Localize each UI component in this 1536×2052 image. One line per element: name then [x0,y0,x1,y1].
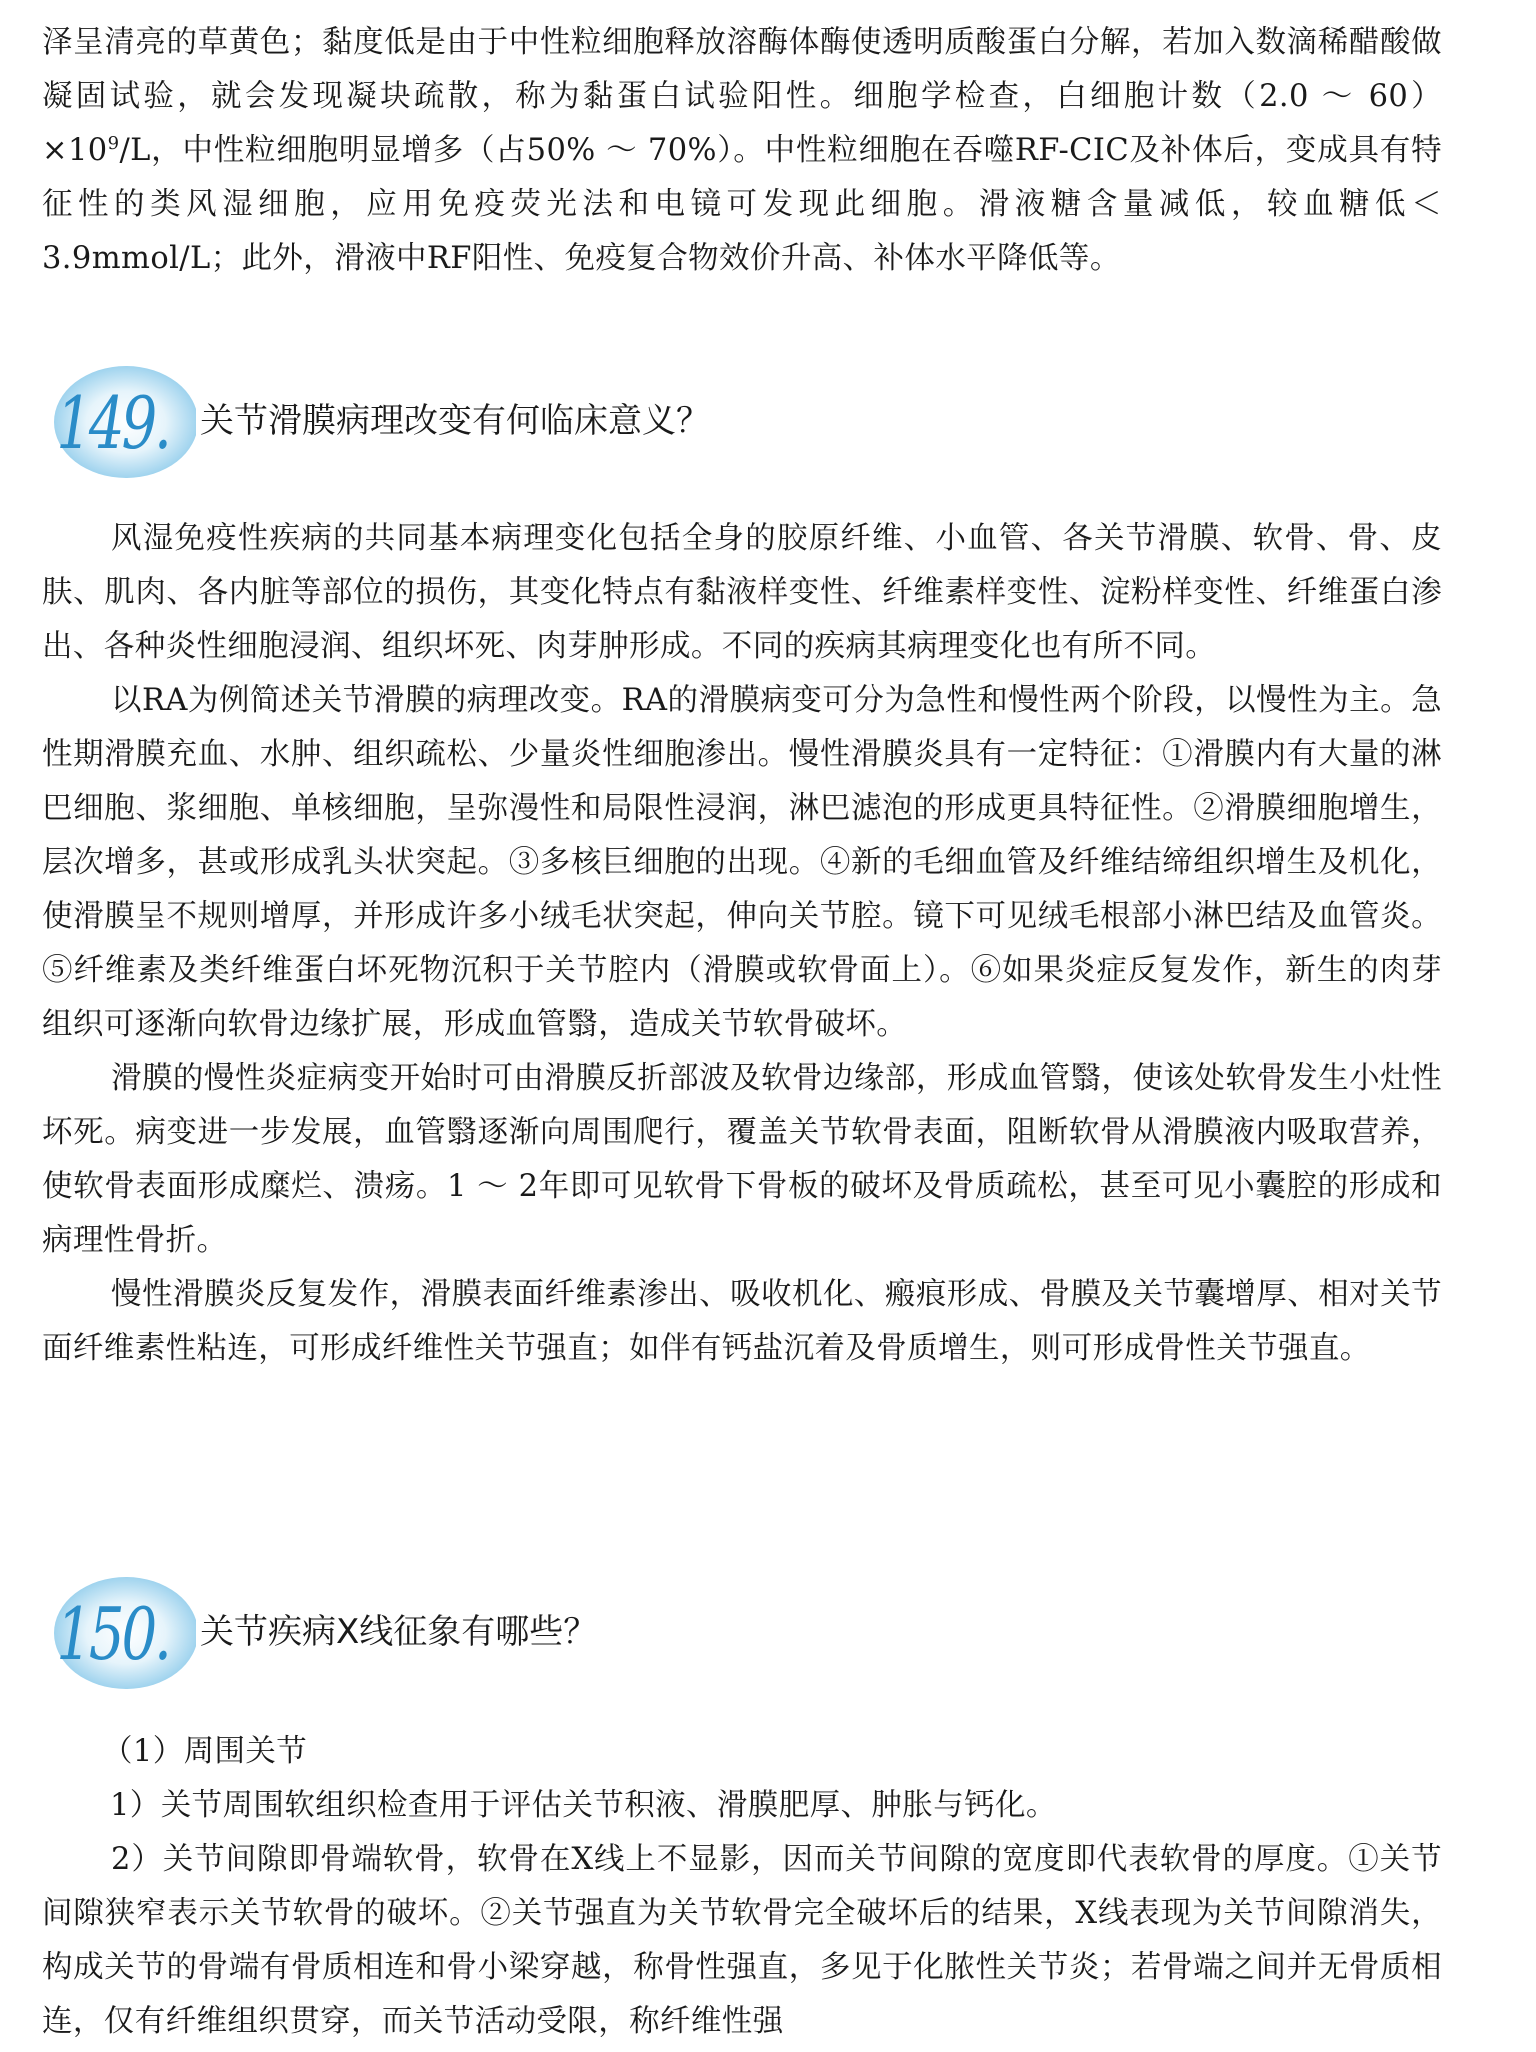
list-item: 1）关节周围软组织检查用于评估关节积液、滑膜肥厚、肿胀与钙化。 [110,1788,1057,1823]
paragraph: 以RA为例简述关节滑膜的病理改变。RA的滑膜病变可分为急性和慢性两个阶段，以慢性为主。急性期滑膜充血、水肿、组织疏松、少量炎性细胞渗出。慢性滑膜炎具有一定特征：①滑膜内有大量的淋巴细胞、浆细胞、单核细胞，呈弥漫性和局限性浸润，淋巴滤泡的形成更具特征性。②滑膜细胞增生，层次增多，甚或形成乳头状突起。③多核巨细胞的出现。④新的毛细血管及纤维结缔组织增生及机化，使滑膜呈不规则增厚，并形成许多小绒毛状突起，伸向关节腔。镜下可见绒毛根部小淋巴结及血管炎。⑤纤维素及类纤维蛋白坏死物沉积于关节腔内（滑膜或软骨面上）。⑥如果炎症反复发作，新生的肉芽组织可逐渐向软骨边缘扩展，形成血管翳，造成关节软骨破坏。 [42,683,1442,1042]
paragraph: 滑膜的慢性炎症病变开始时可由滑膜反折部波及软骨边缘部，形成血管翳，使该处软骨发生小灶性坏死。病变进一步发展，血管翳逐渐向周围爬行，覆盖关节软骨表面，阻断软骨从滑膜液内吸取营养，使软骨表面形成糜烂、溃疡。1 ～ 2年即可见软骨下骨板的破坏及骨质疏松，甚至可见小囊腔的形成和病理性骨折。 [42,1061,1442,1258]
section-title: 关节滑膜病理改变有何临床意义？ [200,401,710,441]
section-149-heading [38,362,1438,492]
list-item: 2）关节间隙即骨端软骨，软骨在X线上不显影，因而关节间隙的宽度即代表软骨的厚度。①关节间隙狭窄表示关节软骨的破坏。②关节强直为关节软骨完全破坏后的结果，X线表现为关节间隙消失，构成关节的骨端有骨质相连和骨小梁穿越，称骨性强直，多见于化脓性关节炎；若骨端之间并无骨质相连，仅有纤维组织贯穿，而关节活动受限，称纤维性强 [42,1842,1442,2039]
intro-block [42,16,1442,286]
intro-paragraph [42,16,1442,286]
section-title: 关节疾病X线征象有哪些？ [200,1612,598,1652]
intro-text-part1: 泽呈清亮的草黄色；黏度低是由于中性粒细胞释放溶酶体酶使透明质酸蛋白分解，若加入数滴稀醋酸做凝固试验，就会发现凝块疏散，称为黏蛋白试验阳性。细胞学检查，白细胞计数（2.0 ～ 60）×10 [42,25,1442,168]
section-149-body [42,512,1442,1376]
section-150-body [42,1725,1442,2049]
paragraph: 风湿免疫性疾病的共同基本病理变化包括全身的胶原纤维、小血管、各关节滑膜、软骨、骨、皮肤、肌肉、各内脏等部位的损伤，其变化特点有黏液样变性、纤维素样变性、淀粉样变性、纤维蛋白渗出、各种炎性细胞浸润、组织坏死、肉芽肿形成。不同的疾病其病理变化也有所不同。 [42,521,1442,664]
list-heading: （1）周围关节 [102,1734,308,1769]
section-number: 150. [56,1592,169,1676]
intro-superscript: 9 [107,132,120,154]
paragraph: 慢性滑膜炎反复发作，滑膜表面纤维素渗出、吸收机化、瘢痕形成、骨膜及关节囊增厚、相对关节面纤维素性粘连，可形成纤维性关节强直；如伴有钙盐沉着及骨质增生，则可形成骨性关节强直。 [42,1277,1442,1366]
intro-text-part2: /L，中性粒细胞明显增多（占50% ～ 70%）。中性粒细胞在吞噬RF-CIC及补体后，变成具有特征性的类风湿细胞，应用免疫荧光法和电镜可发现此细胞。滑液糖含量减低，较血糖低＜3.9mmol/L；此外，滑液中RF阳性、免疫复合物效价升高、补体水平降低等。 [42,133,1442,276]
section-number: 149. [56,381,169,465]
section-150-heading [38,1573,1438,1703]
